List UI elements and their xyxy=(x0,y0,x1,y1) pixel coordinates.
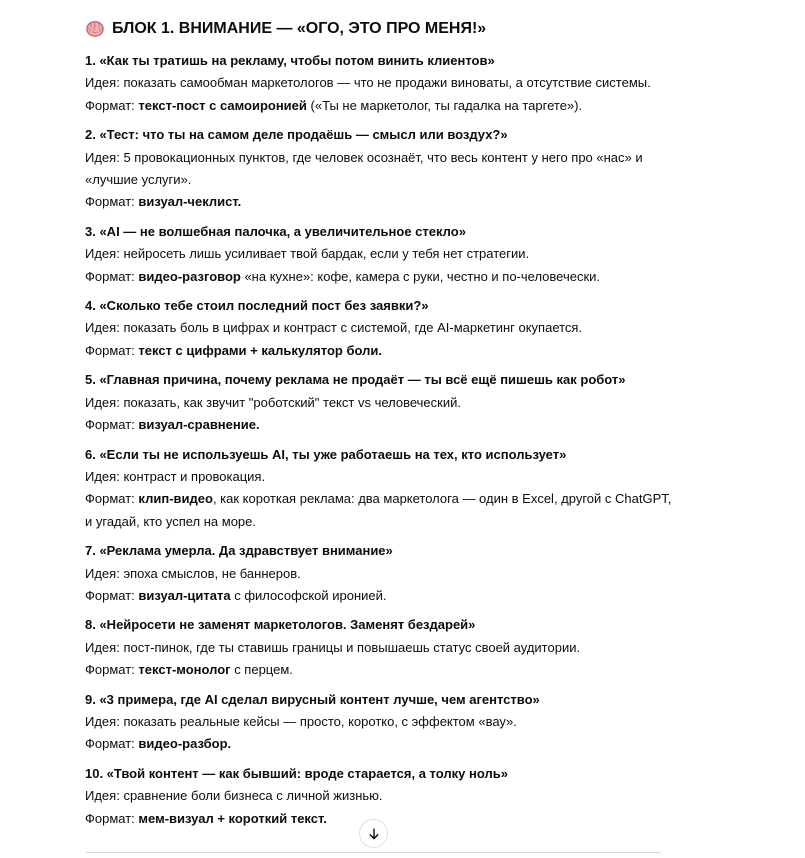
format-label: Формат: xyxy=(85,342,135,358)
list-item xyxy=(85,124,677,214)
item-format-line xyxy=(85,191,677,213)
format-label: Формат: xyxy=(85,587,135,603)
format-value: видео-разбор. xyxy=(138,736,232,752)
item-title: 6. «Если ты не используешь AI, ты уже работаешь на тех, кто использует» xyxy=(85,446,567,462)
list-item xyxy=(85,369,677,436)
format-value: клип-видео xyxy=(138,491,213,507)
format-label: Формат: xyxy=(85,662,135,678)
item-format-line xyxy=(85,95,677,117)
idea-label: Идея: xyxy=(85,639,120,655)
item-title: 2. «Тест: что ты на самом деле продаёшь — смысл или воздух?» xyxy=(85,127,508,143)
format-label: Формат: xyxy=(85,736,135,752)
idea-text: пост-пинок, где ты ставишь границы и повышаешь статус своей аудитории. xyxy=(123,639,581,655)
list-item xyxy=(85,763,677,830)
format-rest: с перцем. xyxy=(230,662,293,678)
item-title: 10. «Твой контент — как бывший: вроде старается, а толку ноль» xyxy=(85,765,508,781)
idea-text: показать реальные кейсы — просто, коротко, с эффектом «вау». xyxy=(123,713,517,729)
format-value: текст-монолог xyxy=(138,662,231,678)
item-title: 8. «Нейросети не заменят маркетологов. Заменят бездарей» xyxy=(85,617,476,633)
item-format-line xyxy=(85,266,677,288)
idea-text: сравнение боли бизнеса с личной жизнью. xyxy=(123,788,383,804)
idea-label: Идея: xyxy=(85,75,120,91)
item-format-line xyxy=(85,340,677,362)
item-title: 7. «Реклама умерла. Да здравствует внимание» xyxy=(85,543,393,559)
list-item xyxy=(85,295,677,362)
arrow-down-icon xyxy=(366,826,382,842)
scroll-to-bottom-button[interactable] xyxy=(359,819,388,848)
list-item xyxy=(85,540,677,607)
format-value: визуал-сравнение. xyxy=(138,417,260,433)
idea-text: эпоха смыслов, не баннеров. xyxy=(123,565,301,581)
assistant-message xyxy=(85,16,677,837)
item-idea-line xyxy=(85,785,677,807)
item-title: 5. «Главная причина, почему реклама не продаёт — ты всё ещё пишешь как робот» xyxy=(85,372,626,388)
idea-text: показать, как звучит "роботский" текст vs человеческий. xyxy=(123,394,461,410)
item-title: 1. «Как ты тратишь на рекламу, чтобы потом винить клиентов» xyxy=(85,53,495,68)
format-rest: , как короткая реклама: два маркетолога — один в Excel, другой с ChatGPT, и угадай, кто успел на море. xyxy=(85,491,672,529)
format-value: текст с цифрами + калькулятор боли. xyxy=(138,342,382,358)
item-title: 9. «3 примера, где AI сделал вирусный контент лучше, чем агентство» xyxy=(85,691,540,707)
item-idea-line xyxy=(85,317,677,339)
format-value: мем-визуал + короткий текст. xyxy=(138,810,327,826)
item-title: 3. «AI — не волшебная палочка, а увеличительное стекло» xyxy=(85,223,466,239)
item-format-line xyxy=(85,733,677,755)
item-idea-line xyxy=(85,563,677,585)
list-item xyxy=(85,50,677,117)
composer-top-divider xyxy=(86,852,661,853)
brain-emoji-icon xyxy=(85,19,105,39)
list-item xyxy=(85,221,677,288)
list-item xyxy=(85,444,677,534)
item-idea-line xyxy=(85,243,677,265)
item-idea-line xyxy=(85,72,677,94)
item-idea-line xyxy=(85,392,677,414)
idea-label: Идея: xyxy=(85,246,120,262)
format-label: Формат: xyxy=(85,417,135,433)
idea-text: показать боль в цифрах и контраст с системой, где AI-маркетинг окупается. xyxy=(123,320,583,336)
idea-text: нейросеть лишь усиливает твой бардак, если у тебя нет стратегии. xyxy=(123,246,530,262)
format-rest: («Ты не маркетолог, ты гадалка на таргете»). xyxy=(306,97,583,113)
idea-label: Идея: xyxy=(85,394,120,410)
item-idea-line xyxy=(85,711,677,733)
idea-text: контраст и провокация. xyxy=(123,468,266,484)
section-heading xyxy=(85,16,677,42)
format-value: текст-пост с самоиронией xyxy=(138,97,307,113)
idea-label: Идея: xyxy=(85,320,120,336)
list-item xyxy=(85,689,677,756)
format-value: визуал-цитата xyxy=(138,587,231,603)
format-rest: «на кухне»: кофе, камера с руки, честно и по-человечески. xyxy=(240,268,601,284)
list-item xyxy=(85,614,677,681)
item-idea-line xyxy=(85,637,677,659)
idea-text: 5 провокационных пунктов, где человек осознаёт, что весь контент у него про «нас» и «лучшие услуги». xyxy=(85,149,643,188)
format-label: Формат: xyxy=(85,268,135,284)
format-label: Формат: xyxy=(85,491,135,507)
idea-label: Идея: xyxy=(85,788,120,804)
idea-label: Идея: xyxy=(85,713,120,729)
item-idea-line xyxy=(85,147,677,192)
format-rest: с философской иронией. xyxy=(230,587,387,603)
item-format-line xyxy=(85,488,677,533)
idea-label: Идея: xyxy=(85,468,120,484)
item-idea-line xyxy=(85,466,677,488)
format-label: Формат: xyxy=(85,194,135,210)
format-value: видео-разговор xyxy=(138,268,241,284)
item-format-line xyxy=(85,659,677,681)
format-label: Формат: xyxy=(85,97,135,113)
idea-label: Идея: xyxy=(85,149,120,165)
format-label: Формат: xyxy=(85,810,135,826)
item-format-line xyxy=(85,414,677,436)
item-format-line xyxy=(85,585,677,607)
idea-text: показать самообман маркетологов — что не продажи виноваты, а отсутствие системы. xyxy=(123,75,651,91)
format-value: визуал-чеклист. xyxy=(138,194,242,210)
section-heading-text: БЛОК 1. ВНИМАНИЕ — «ОГО, ЭТО ПРО МЕНЯ!» xyxy=(112,20,487,37)
idea-label: Идея: xyxy=(85,565,120,581)
item-title: 4. «Сколько тебе стоил последний пост без заявки?» xyxy=(85,298,429,314)
